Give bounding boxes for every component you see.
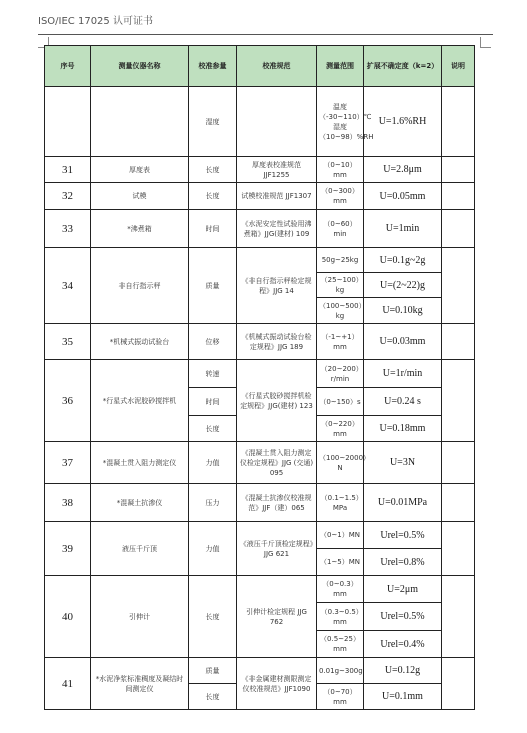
parameter: 长度 [189,157,237,183]
parameter: 力值 [189,522,237,576]
measurement-range: （0~10）mm [317,157,364,183]
parameter: 转速 [189,360,237,388]
note-cell [442,658,475,710]
measurement-range: （25~100）kg [317,273,364,298]
specification: 《水泥安定性试验用沸煮箱》JJG(建材) 109 [237,210,317,248]
table-row [45,210,475,248]
parameter: 力值 [189,442,237,484]
specification: 《液压千斤顶检定规程》JJG 621 [237,522,317,576]
uncertainty: U=1r/min [364,360,442,388]
measurement-range: （0~220）mm [317,416,364,442]
table-row [45,248,475,273]
calibration-table [44,45,475,710]
uncertainty: U=1min [364,210,442,248]
table-row [45,522,475,549]
table-row [45,484,475,522]
col-header-uncertainty: 扩展不确定度（k=2） [364,46,442,87]
specification: 《非金属建材测限测定仪校准规范》JJF1090 [237,658,317,710]
instrument-name: 引伸计 [91,576,189,658]
instrument-name: 厚度表 [91,157,189,183]
parameter: 时间 [189,388,237,416]
uncertainty: U=0.1mm [364,684,442,710]
row-number: 32 [45,183,91,210]
measurement-range: （0~1）MN [317,522,364,549]
specification: 引伸计检定规程 JJG 762 [237,576,317,658]
parameter: 质量 [189,658,237,684]
parameter: 时间 [189,210,237,248]
specification: 《混凝土贯入阻力测定仪检定规程》JJG (交通) 095 [237,442,317,484]
note-cell [442,484,475,522]
measurement-range: （0~70）mm [317,684,364,710]
row-number: 36 [45,360,91,442]
document-header [38,10,493,35]
uncertainty: Urel=0.5% [364,522,442,549]
measurement-range: （1~5）MN [317,549,364,576]
row-number: 41 [45,658,91,710]
uncertainty: Urel=0.4% [364,631,442,658]
row-number: 34 [45,248,91,324]
row-number: 40 [45,576,91,658]
measurement-range: 温度（-30~110）℃ 湿度（10~98）%RH [317,87,364,157]
instrument-name: 试模 [91,183,189,210]
specification: 厚度表校准规范 JJF1255 [237,157,317,183]
instrument-name: *行星式水泥胶砂搅拌机 [91,360,189,442]
row-number [45,87,91,157]
instrument-name: *水泥净浆标准稠度及凝结时间测定仪 [91,658,189,710]
uncertainty: U=3N [364,442,442,484]
table-row [45,183,475,210]
note-cell [442,183,475,210]
note-cell [442,442,475,484]
measurement-range: 50g~25kg [317,248,364,273]
instrument-name: *机械式振动试验台 [91,324,189,360]
specification: 《机械式振动试验台检定规程》JJG 189 [237,324,317,360]
row-number: 39 [45,522,91,576]
measurement-range: 0.01g~300g [317,658,364,684]
table-row [45,157,475,183]
parameter: 长度 [189,183,237,210]
col-header-name: 测量仪器名称 [91,46,189,87]
uncertainty: U=1.6%RH [364,87,442,157]
row-number: 33 [45,210,91,248]
col-header-spec: 校准规范 [237,46,317,87]
table-row [45,87,475,157]
instrument-name [91,87,189,157]
table-row [45,360,475,388]
table-row [45,442,475,484]
uncertainty: U=0.12g [364,658,442,684]
note-cell [442,360,475,442]
uncertainty: Urel=0.8% [364,549,442,576]
measurement-range: （0~300）mm [317,183,364,210]
uncertainty: U=0.1g~2g [364,248,442,273]
specification: 《混凝土抗渗仪校准规范》JJF（建）065 [237,484,317,522]
row-number: 35 [45,324,91,360]
specification [237,87,317,157]
measurement-range: （0.3~0.5）mm [317,603,364,631]
measurement-range: （0.1~1.5）MPa [317,484,364,522]
row-number: 38 [45,484,91,522]
instrument-name: *混凝土抗渗仪 [91,484,189,522]
uncertainty: U=(2~22)g [364,273,442,298]
parameter: 湿度 [189,87,237,157]
measurement-range: （100~2000）N [317,442,364,484]
instrument-name: 非自行指示秤 [91,248,189,324]
specification: 《行星式胶砂搅拌机检定规程》JJG(建材) 123 [237,360,317,442]
col-header-note: 说明 [442,46,475,87]
header-text: ISO/IEC 17025 认可证书 [38,16,153,27]
row-number: 31 [45,157,91,183]
uncertainty: U=0.18mm [364,416,442,442]
parameter: 长度 [189,416,237,442]
note-cell [442,324,475,360]
measurement-range: （0~0.3）mm [317,576,364,603]
uncertainty: U=0.10kg [364,298,442,324]
instrument-name: *混凝土贯入阻力测定仪 [91,442,189,484]
measurement-range: （0~60）min [317,210,364,248]
parameter: 质量 [189,248,237,324]
specification: 《非自行指示秤检定规程》JJG 14 [237,248,317,324]
uncertainty: Urel=0.5% [364,603,442,631]
parameter: 压力 [189,484,237,522]
uncertainty: U=2.8μm [364,157,442,183]
note-cell [442,576,475,658]
note-cell [442,210,475,248]
measurement-range: （100~500）kg [317,298,364,324]
table-header-row [45,46,475,87]
uncertainty: U=0.24 s [364,388,442,416]
table-row [45,324,475,360]
note-cell [442,87,475,157]
parameter: 长度 [189,684,237,710]
uncertainty: U=0.01MPa [364,484,442,522]
measurement-range: （0.5~25）mm [317,631,364,658]
measurement-range: （-1~+1）mm [317,324,364,360]
note-cell [442,522,475,576]
parameter: 位移 [189,324,237,360]
col-header-param: 校准参量 [189,46,237,87]
uncertainty: U=2μm [364,576,442,603]
instrument-name: *沸煮箱 [91,210,189,248]
col-header-no: 序号 [45,46,91,87]
table-row [45,658,475,684]
row-number: 37 [45,442,91,484]
uncertainty: U=0.05mm [364,183,442,210]
corner-mark-right [480,37,491,48]
note-cell [442,157,475,183]
specification: 试模校准规范 JJF1307 [237,183,317,210]
instrument-name: 液压千斤顶 [91,522,189,576]
note-cell [442,248,475,324]
uncertainty: U=0.03mm [364,324,442,360]
measurement-range: （0~150）s [317,388,364,416]
table-row [45,576,475,603]
measurement-range: （20~200）r/min [317,360,364,388]
col-header-range: 测量范围 [317,46,364,87]
parameter: 长度 [189,576,237,658]
